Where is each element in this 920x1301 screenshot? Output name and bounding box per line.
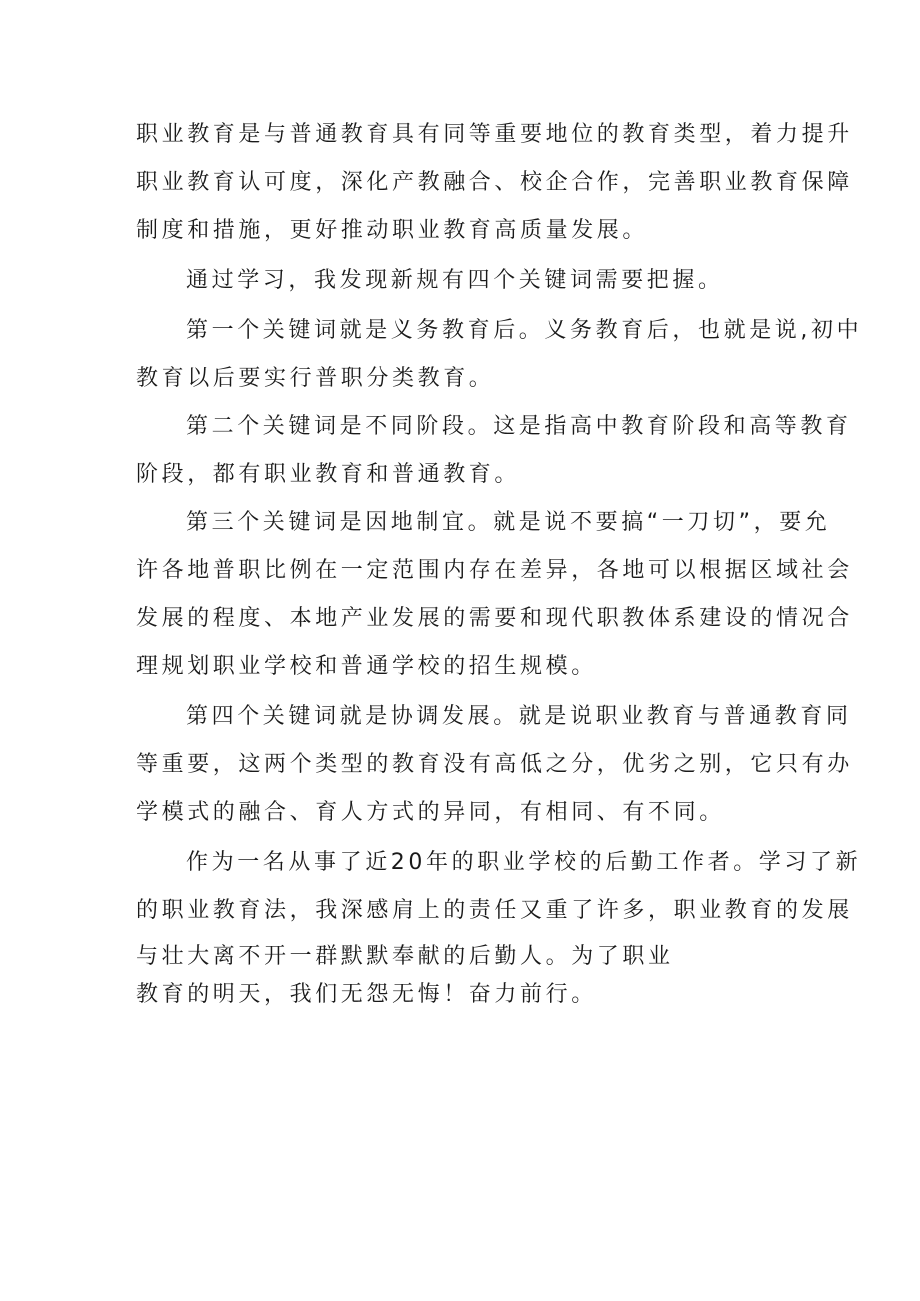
text-line: 第三个关键词是因地制宜。就是说不要搞“一刀切”，要允 — [186, 510, 831, 535]
text-line: 第二个关键词是不同阶段。这是指高中教育阶段和高等教育 — [186, 414, 852, 439]
text-line: 等重要，这两个类型的教育没有高低之分，优劣之别，它只有办 — [136, 752, 853, 777]
text-line: 职业教育认可度，深化产教融合、校企合作，完善职业教育保障 — [136, 170, 853, 195]
text-line: 学模式的融合、育人方式的异同，有相同、有不同。 — [136, 800, 725, 825]
text-line: 许各地普职比例在一定范围内存在差异，各地可以根据区域社会 — [136, 558, 853, 583]
text-line: 发展的程度、本地产业发展的需要和现代职教体系建设的情况合 — [136, 606, 853, 631]
text-line: 作为一名从事了近20年的职业学校的后勤工作者。学习了新 — [186, 850, 862, 875]
text-line: 教育的明天，我们无怨无悔！奋力前行。 — [136, 982, 597, 1007]
text-line: 制度和措施，更好推动职业教育高质量发展。 — [136, 218, 649, 243]
text-line: 阶段，都有职业教育和普通教育。 — [136, 462, 521, 487]
text-line: 与壮大离不开一群默默奉献的后勤人。为了职业 — [136, 944, 674, 969]
text-line: 通过学习，我发现新规有四个关键词需要把握。 — [186, 268, 724, 293]
text-line: 的职业教育法，我深感肩上的责任又重了许多，职业教育的发展 — [136, 898, 853, 923]
text-line: 教育以后要实行普职分类教育。 — [136, 366, 495, 391]
text-line: 第四个关键词就是协调发展。就是说职业教育与普通教育同 — [186, 704, 852, 729]
text-line: 职业教育是与普通教育具有同等重要地位的教育类型，着力提升 — [136, 122, 853, 147]
text-line: 第一个关键词就是义务教育后。义务教育后，也就是说,初中 — [186, 318, 863, 343]
text-line: 理规划职业学校和普通学校的招生规模。 — [136, 654, 597, 679]
